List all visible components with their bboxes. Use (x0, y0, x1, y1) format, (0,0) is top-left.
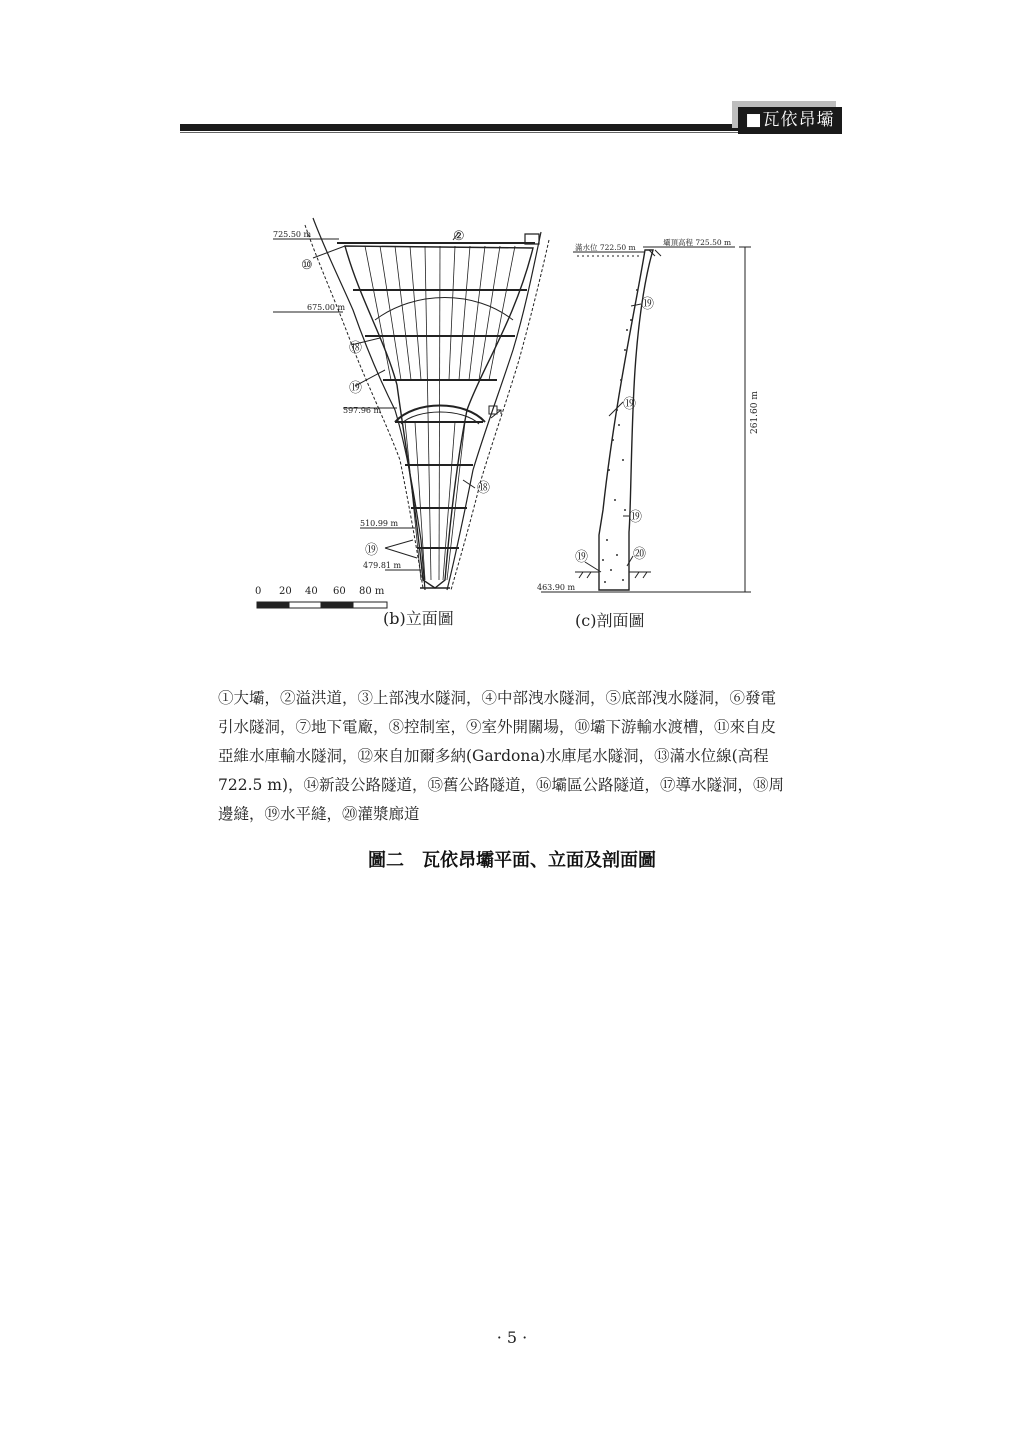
marker-18: ⑱ (349, 341, 363, 356)
base-level-label: 463.90 m (537, 583, 576, 592)
scale-tick-40: 40 (305, 586, 318, 597)
marker-19-section-1: ⑲ (641, 297, 655, 312)
scale-tick-80: 80 m (359, 586, 385, 597)
scale-tick-60: 60 (333, 586, 346, 597)
marker-10: ⑩ (301, 258, 313, 273)
scale-bar (257, 602, 387, 608)
marker-19-lower: ⑲ (365, 543, 379, 558)
legend-line: ①大壩，②溢洪道，③上部洩水隧洞，④中部洩水隧洞，⑤底部洩水隧洞，⑥發電 (218, 689, 777, 707)
level-725-label: 725.50 m (273, 230, 312, 239)
section-label: ■瓦依昂壩 (738, 107, 842, 134)
scale-tick-0: 0 (255, 586, 262, 597)
page-number: · 5 · (496, 1328, 528, 1347)
legend-line: 邊縫，⑲水平縫，⑳灌漿廊道 (218, 805, 420, 823)
level-479-label: 479.81 m (363, 561, 402, 570)
marker-19-section-4: ⑲ (575, 550, 589, 565)
dam-drawing-figure (245, 210, 765, 640)
header-rule-thin (180, 132, 738, 133)
header-rule (180, 124, 738, 131)
legend-line: 引水隧洞，⑦地下電廠，⑧控制室，⑨室外開關場，⑩壩下游輸水渡槽，⑪來自皮 (218, 718, 777, 736)
figure-legend (218, 684, 818, 829)
crest-level-label: 壩頂高程 725.50 m (663, 238, 732, 247)
legend-line: 亞維水庫輸水隧洞，⑫來自加爾多納(Gardona)水庫尾水隧洞，⑬滿水位線(高程 (218, 747, 769, 765)
figure-title: 圖二 瓦依昂壩平面、立面及剖面圖 (368, 850, 656, 871)
level-510-label: 510.99 m (360, 519, 399, 528)
marker-19: ⑲ (349, 381, 363, 396)
marker-2: ② (453, 229, 465, 244)
marker-19-section-3: ⑲ (629, 510, 643, 525)
marker-19-section-2: ⑲ (623, 397, 637, 412)
legend-line: 722.5 m)，⑭新設公路隧道，⑮舊公路隧道，⑯壩區公路隧道，⑰導水隧洞，⑱周 (218, 776, 785, 794)
scale-tick-20: 20 (279, 586, 292, 597)
elevation-caption: (b)立面圖 (383, 609, 454, 628)
water-level-label: 滿水位 722.50 m (575, 243, 636, 252)
section-caption: (c)剖面圖 (575, 611, 645, 630)
level-597-label: 597.96 m (343, 406, 382, 415)
height-label: 261.60 m (750, 391, 760, 434)
elevation-view (273, 218, 549, 590)
marker-20: ⑳ (633, 547, 647, 562)
marker-18-right: ⑱ (477, 481, 491, 496)
level-675-label: 675.00 m (307, 303, 346, 312)
